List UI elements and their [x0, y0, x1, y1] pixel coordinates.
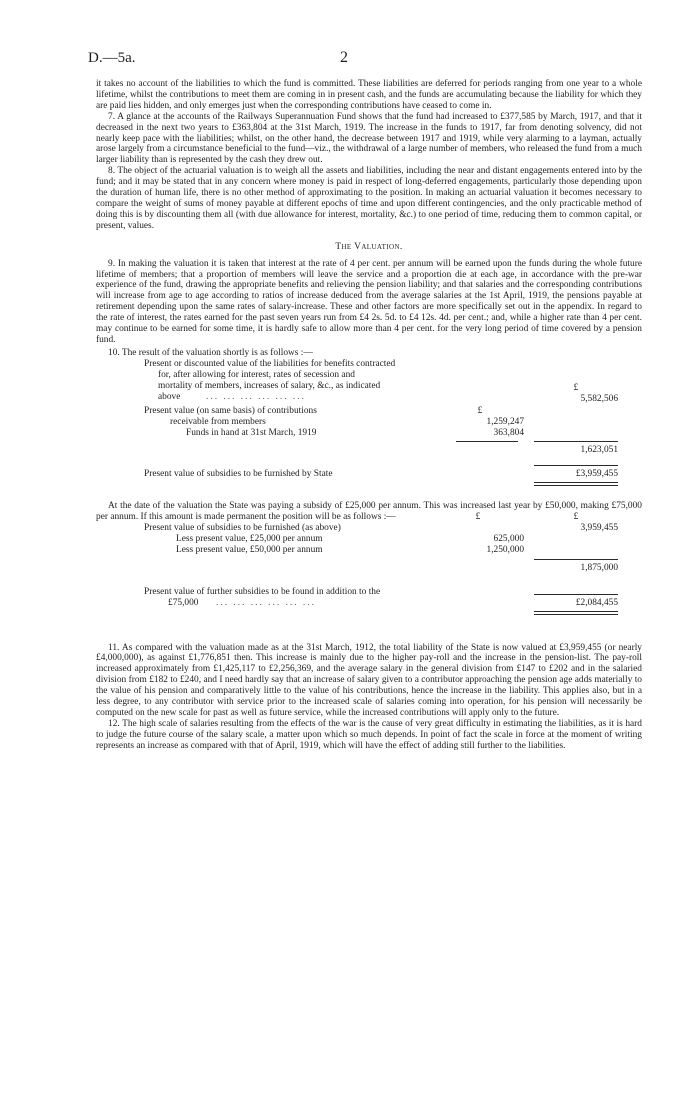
document-code: D.—5a.	[88, 50, 136, 66]
page-number: 2	[340, 49, 348, 66]
paragraph-8: 8. The object of the actuarial valuation is to weigh all the assets and liabilities, including the near and distant engagements entered into by the fund; and it may be stated that in any concern where money is paid in respect of long-deferred engagements, particularly those depending upon the duration of human life, there is no other method of approximating to the position. In making an actuarial valuation it becomes necessary to compare the weight of sums of money payable at different epochs of time and upon different contingencies, and the only practicable method of doing this is by discounting them all (with due allowance for interest, mortality, &c.) to one period of time, reducing them to common capital, or present, values.	[96, 166, 642, 231]
paragraph-state-subsidy: At the date of the valuation the State was paying a subsidy of £25,000 per annum. This was increased last year by £50,000, making £75,000 per annum. If this amount is made permanent the position will be as follows :—	[96, 500, 642, 522]
paragraph-11: 11. As compared with the valuation made as at the 31st March, 1912, the total liability of the State is now valued at £3,959,455 (or nearly £4,000,000), as against £1,776,851 then. This increase is mainly due to the higher pay-roll and the increase in the pension-list. The pay-roll increased approximately from £1,425,117 to £2,256,369, and the average salary in the general division from £147 to £202 and in the salaried division from £182 to £240, and I need hardly say that an increase of salary given to a contributor approaching the pension age adds materially to the value of his pension and comparatively little to the value of his contributions, hence the increase in the liability. This applies also, but in a less degree, to any contributor with service prior to the increased scale of salaries coming into operation, for his pension will necessarily be computed on the new scale for past as well as future service, while the increased contributions will apply only to the future.	[96, 642, 642, 718]
total-double-rule	[534, 482, 618, 483]
leader-dots: ... ... ... ... ... ...	[216, 597, 316, 608]
pound-sign: £	[573, 511, 579, 522]
less-50000-label: Less present value, £50,000 per annum	[176, 544, 323, 555]
section-heading-valuation: The Valuation.	[335, 241, 403, 252]
contributions-label-line-1: Present value (on same basis) of contributions	[144, 405, 317, 416]
total-double-rule	[534, 611, 618, 612]
total-rule	[534, 465, 618, 466]
funds-in-hand-value: 363,804	[493, 427, 524, 438]
pound-sign: £	[477, 405, 483, 416]
paragraph-intro: it takes no account of the liabilities to which the fund is committed. These liabilities are deferred for periods ranging from one year to a whole lifetime, whilst the contributions to meet them are coming in in present cash, and the funds are accumulating because the liability for which they are paid lies hidden, and only emerges just when the corresponding contributions have ceased to come in.	[96, 79, 642, 111]
further-subsidies-label-line-1: Present value of further subsidies to be found in addition to the	[144, 586, 381, 597]
paragraph-10-intro: 10. The result of the valuation shortly is as follows :—	[108, 347, 313, 358]
liabilities-label-line-3: mortality of members, increases of salary, &c., as indicated	[158, 380, 381, 391]
liabilities-label-line-4: above	[158, 391, 181, 402]
contributions-label-line-2: receivable from members	[170, 416, 266, 427]
assets-total-value: 1,623,051	[580, 444, 618, 455]
state-subsidies-label: Present value of subsidies to be furnished by State	[144, 468, 333, 479]
funds-in-hand-label: Funds in hand at 31st March, 1919	[186, 427, 317, 438]
valuation-table	[96, 359, 642, 497]
less-50000-value: 1,250,000	[486, 544, 524, 555]
subtotal-rule	[534, 559, 618, 560]
less-total-value: 1,875,000	[580, 562, 618, 573]
total-double-rule	[534, 614, 618, 615]
subtotal-rule	[534, 441, 618, 442]
paragraph-7: 7. A glance at the accounts of the Railways Superannuation Fund shows that the fund had increased to £377,585 by March, 1917, and that it decreased in the next two years to £363,804 at the 31st March, 1919. The increase in the funds to 1917, far from denoting solvency, did not nearly keep pace with the liabilities; whilst, on the other hand, the decrease between 1917 and 1919, while very alarming to a layman, actually arose largely from a circumstance beneficial to the fund—viz., the withdrawal of a large number of members, who released the fund from a much larger liability than is represented by the cash they drew out.	[96, 111, 642, 166]
total-double-rule	[534, 485, 618, 486]
liabilities-label-line-1: Present or discounted value of the liabilities for benefits contracted	[144, 358, 396, 369]
less-25000-label: Less present value, £25,000 per annum	[176, 533, 323, 544]
state-subsidies-value: £3,959,455	[575, 468, 618, 479]
liabilities-label-line-2: for, after allowing for interest, rates of secession and	[158, 369, 355, 380]
total-rule	[534, 594, 618, 595]
pound-sign: £	[573, 382, 579, 393]
less-25000-value: 625,000	[493, 533, 524, 544]
contributions-value: 1,259,247	[486, 416, 524, 427]
paragraph-12: 12. The high scale of salaries resulting from the effects of the war is the cause of very great difficulty in estimating the liabilities, as it is hard to judge the future course of the salary scale, a matter upon which so much depends. In point of fact the scale in force at the moment of writing represents an increase as compared with that of April, 1919, which will have the effect of adding still further to the liabilities.	[96, 718, 642, 751]
pv-subsidies-value: 3,959,455	[580, 522, 618, 533]
further-subsidies-value: £2,084,455	[575, 597, 618, 608]
document-body	[96, 79, 642, 752]
page-header	[88, 50, 640, 70]
liabilities-value: 5,582,506	[580, 393, 618, 404]
pound-sign: £	[475, 511, 481, 522]
leader-dots: ... ... ... ... ... ...	[206, 391, 306, 402]
pv-subsidies-label: Present value of subsidies to be furnished (as above)	[144, 522, 341, 533]
further-subsidies-label-line-2: £75,000	[168, 597, 199, 608]
subtotal-rule	[456, 441, 518, 442]
paragraph-9: 9. In making the valuation it is taken that interest at the rate of 4 per cent. per annum will be earned upon the funds during the whole future lifetime of members; that a proportion of members will leave the service and a proportion die at each age, in accordance with the pre-war experience of the fund, drawing the appropriate benefits and relieving the pension liability; and that salaries and the corresponding contributions will increase from age to age according to ratios of increase deduced from the average salaries at the 1st April, 1919, the pensions payable at retirement depending upon the same rates of salary-increase. These and other factors are more specifically set out in the appendix. In regard to the rate of interest, the rates earned for the past seven years run from £4 2s. 5d. to £4 12s. 4d. per cent.; and, while a higher rate than 4 per cent. may continue to be earned for some time, it is hardly safe to allow more than 4 per cent. for the very long period of time covered by a pension fund.	[96, 258, 642, 345]
